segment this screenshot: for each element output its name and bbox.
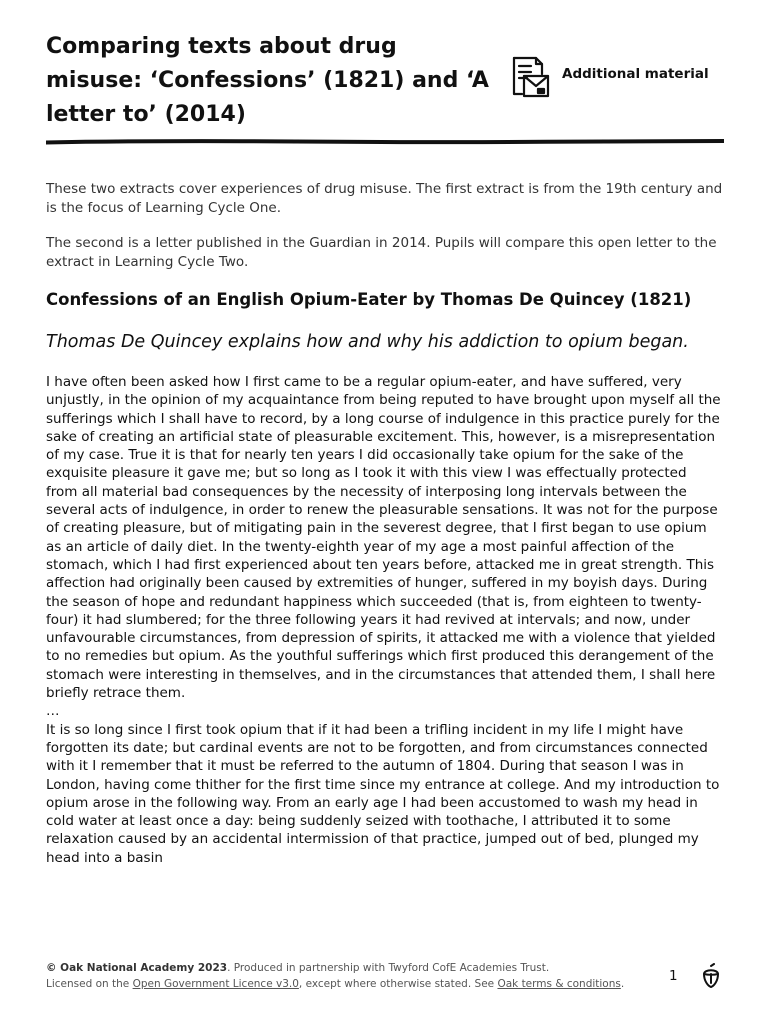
- extract-paragraph-2: It is so long since I first took opium that if it had been a trifling incident in my life I might have forgotten its date; but cardinal events are not to be forgotten, and from circumstances connected with it I remember that it must be referred to the autumn of 1804. During that season I was in London, having come thither for the first time since my entrance at college. And my introduction to opium arose in the following way. From an early age I had been accustomed to wash my head in cold water at least once a day: being suddenly seized with toothache, I attributed it to some relaxation caused by an accidental intermission of that practice, jumped out of bed, plunged my head into a basin: [46, 721, 720, 866]
- extract-heading: Confessions of an English Opium-Eater by Thomas De Quincey (1821): [46, 290, 692, 309]
- intro-paragraph-2: The second is a letter published in the Guardian in 2014. Pupils will compare this open letter to the extract in Learning Cycle Two.: [46, 235, 717, 270]
- page-number: 1: [669, 968, 678, 984]
- extract-subheading: Thomas De Quincey explains how and why his addiction to opium began.: [46, 332, 689, 352]
- extract-paragraph-1: I have often been asked how I first came to be a regular opium-eater, and have suffered, very unjustly, in the opinion of my acquaintance from being reputed to have brought upon myself all the sufferings which I shall have to record, by a long course of indulgence in this practice purely for the sake of creating an artificial state of pleasurable excitement. This, however, is a misrepresentation of my case. True it is that for nearly ten years I did occasionally take opium for the sake of the exquisite pleasure it gave me; but so long as I took it with this view I was effectually protected from all material bad consequences by the necessity of interposing long intervals between the several acts of indulgence, in order to renew the pleasurable sensations. It was not for the purpose of creating pleasure, but of mitigating pain in the severest degree, that I first began to use opium as an article of daily diet. In the twenty-eighth year of my age a most painful affection of the stomach, which I had first experienced about ten years before, attacked me in great strength. This affection had originally been caused by extremities of hunger, suffered in my boyish days. During the season of hope and redundant happiness which succeeded (that is, from eighteen to twenty-four) it had slumbered; for the three following years it had revived at intervals; and now, under unfavourable circumstances, from depression of spirits, it attacked me with a violence that yielded to no remedies but opium. As the youthful sufferings which first produced this derangement of the stomach were interesting in themselves, and in the circumstances that attended them, I shall here briefly retrace them.: [46, 374, 721, 702]
- document-icon: [508, 54, 554, 100]
- extract-text: [46, 373, 722, 867]
- header-divider: [46, 138, 724, 146]
- oak-terms-link[interactable]: Oak terms & conditions: [497, 978, 621, 990]
- additional-material-label: Additional material: [562, 66, 709, 82]
- footer: [46, 960, 666, 992]
- licence-mid: , except where otherwise stated. See: [298, 978, 498, 990]
- footer-line-2: [46, 976, 666, 992]
- licence-end: .: [620, 978, 625, 990]
- acorn-icon: [700, 963, 722, 989]
- page-title: Comparing texts about drug misuse: ‘Confessions’ (1821) and ‘A letter to’ (2014): [46, 34, 489, 127]
- footer-line-1: [46, 960, 666, 976]
- intro-paragraph-1: These two extracts cover experiences of drug misuse. The first extract is from the 19th century and is the focus of Learning Cycle One.: [46, 181, 723, 216]
- extract-ellipsis: …: [46, 703, 60, 720]
- copyright-text: © Oak National Academy 2023: [46, 962, 228, 974]
- licence-prefix: Licensed on the: [46, 978, 133, 990]
- partnership-text: . Produced in partnership with Twyford CofE Academies Trust.: [227, 962, 550, 974]
- open-government-licence-link[interactable]: Open Government Licence v3.0: [132, 978, 299, 990]
